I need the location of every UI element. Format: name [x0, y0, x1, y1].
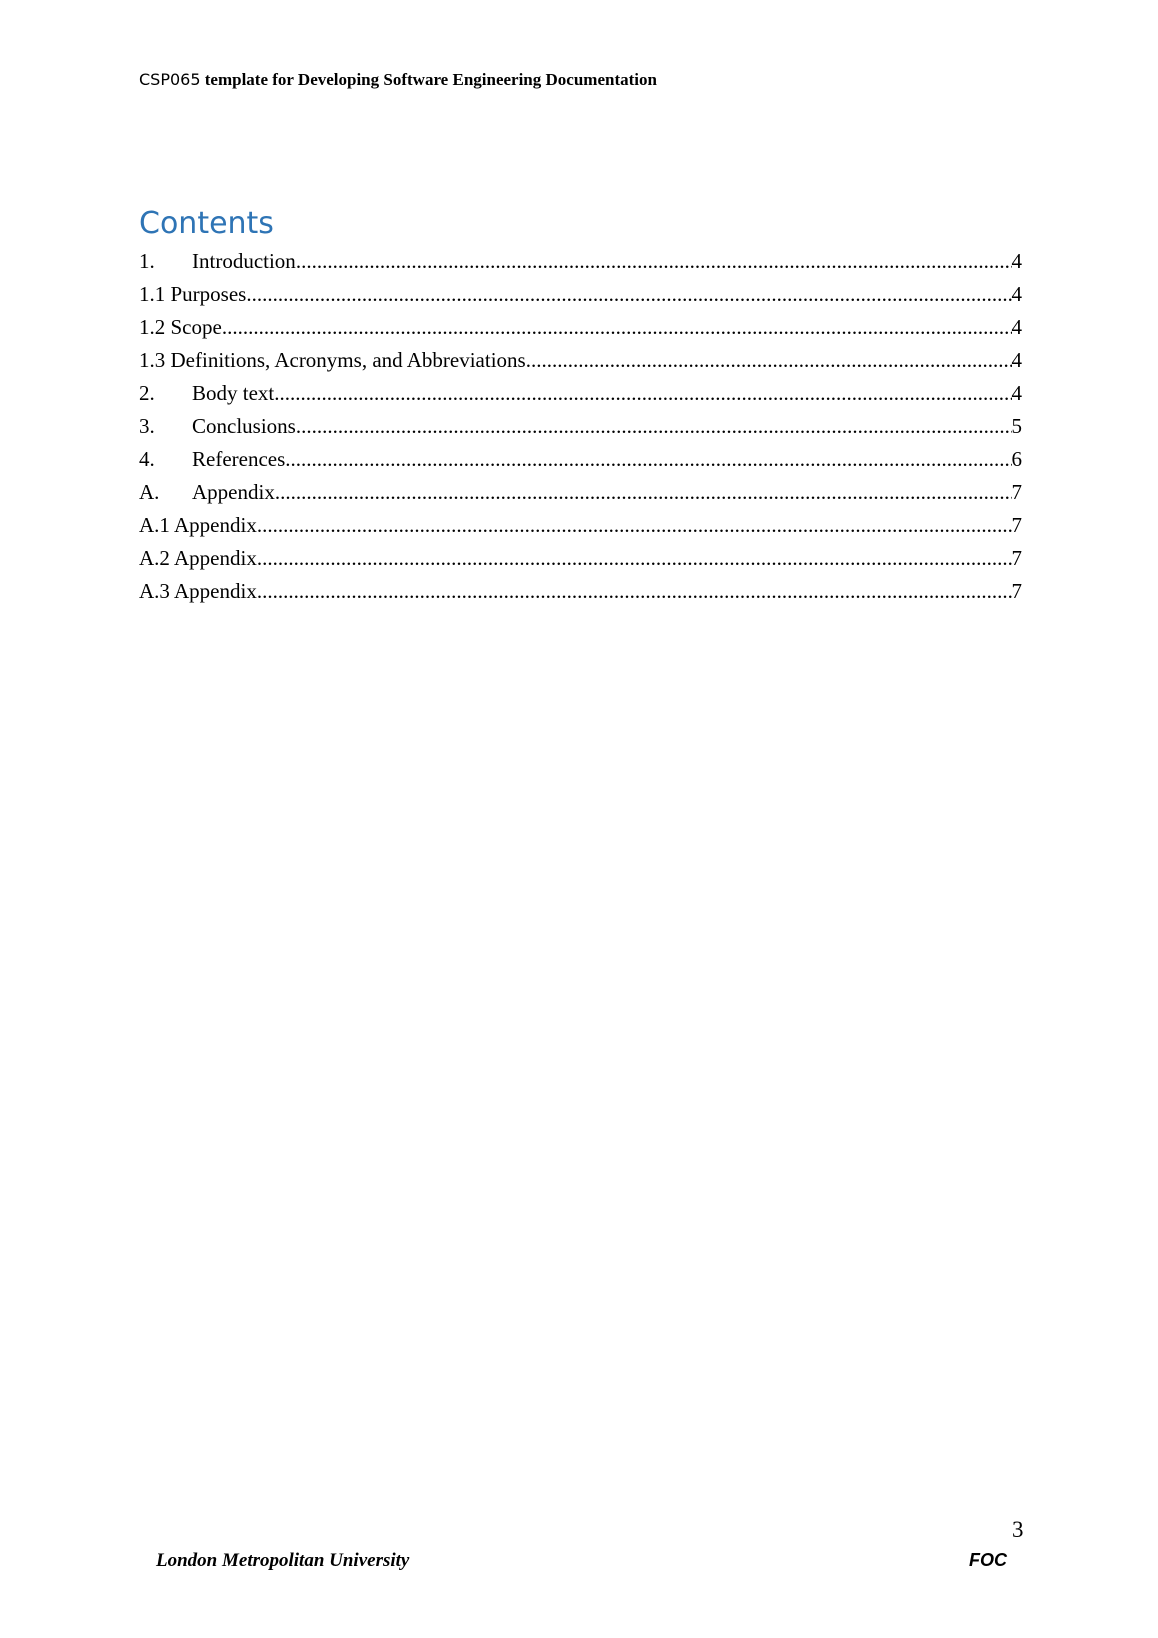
toc-entry-number: A. — [139, 480, 160, 504]
toc-entry-title: References — [192, 447, 286, 471]
toc-entry-number: 1. — [139, 249, 155, 273]
toc-entry-title: 1.1 Purposes — [139, 282, 247, 306]
toc-entry-page: 6 — [1011, 447, 1022, 471]
page-number: 3 — [1012, 1517, 1024, 1542]
toc-entry[interactable] — [139, 245, 1022, 278]
toc-entry-page: 7 — [1011, 579, 1022, 603]
toc-heading: Contents — [139, 206, 274, 241]
toc-dot-leader — [275, 476, 1012, 509]
toc-entry-title: A.3 Appendix — [139, 579, 257, 603]
toc-entry-title: Body text — [192, 381, 275, 405]
header-course-code: CSP065 — [139, 70, 201, 89]
toc-entry[interactable] — [139, 509, 1022, 542]
toc-dot-leader — [296, 410, 1012, 443]
toc-entry-title: Appendix — [192, 480, 275, 504]
toc-entry-page: 4 — [1011, 348, 1022, 372]
toc-entry[interactable] — [139, 344, 1022, 377]
toc-entry-number: 4. — [139, 447, 155, 471]
toc-entry-page: 4 — [1011, 249, 1022, 273]
toc-entry-page: 5 — [1011, 414, 1022, 438]
toc-entry[interactable] — [139, 377, 1022, 410]
toc-dot-leader — [246, 278, 1011, 311]
toc-dot-leader — [285, 443, 1011, 476]
toc-dot-leader — [257, 575, 1012, 608]
toc-entry-title: 1.2 Scope — [139, 315, 222, 339]
toc-entry[interactable] — [139, 542, 1022, 575]
toc-entry[interactable] — [139, 278, 1022, 311]
page-header — [139, 70, 657, 90]
toc-dot-leader — [257, 542, 1012, 575]
toc-entry-page: 4 — [1011, 282, 1022, 306]
toc-entry-title: A.1 Appendix — [139, 513, 257, 537]
toc-dot-leader — [222, 311, 1012, 344]
header-title: template for Developing Software Engineering Documentation — [204, 70, 657, 89]
footer-university: London Metropolitan University — [156, 1550, 410, 1571]
toc-dot-leader — [296, 245, 1012, 278]
toc-entry-page: 7 — [1011, 513, 1022, 537]
toc-entry-title: Conclusions — [192, 414, 296, 438]
toc-dot-leader — [257, 509, 1012, 542]
toc-entry[interactable] — [139, 476, 1022, 509]
toc-entry[interactable] — [139, 575, 1022, 608]
toc-entry-page: 4 — [1011, 381, 1022, 405]
toc-entry-title: A.2 Appendix — [139, 546, 257, 570]
toc-entry-title: 1.3 Definitions, Acronyms, and Abbreviations — [139, 348, 526, 372]
toc-dot-leader — [274, 377, 1011, 410]
toc-entry-page: 7 — [1011, 480, 1022, 504]
toc-entry-page: 7 — [1011, 546, 1022, 570]
toc-entry[interactable] — [139, 311, 1022, 344]
toc-entry[interactable] — [139, 443, 1022, 476]
toc-entry[interactable] — [139, 410, 1022, 443]
toc-entry-title: Introduction — [192, 249, 296, 273]
toc-dot-leader — [526, 344, 1012, 377]
toc-entry-page: 4 — [1011, 315, 1022, 339]
toc-entry-number: 3. — [139, 414, 155, 438]
table-of-contents — [139, 245, 1022, 608]
footer-faculty: FOC — [969, 1550, 1007, 1570]
toc-entry-number: 2. — [139, 381, 155, 405]
